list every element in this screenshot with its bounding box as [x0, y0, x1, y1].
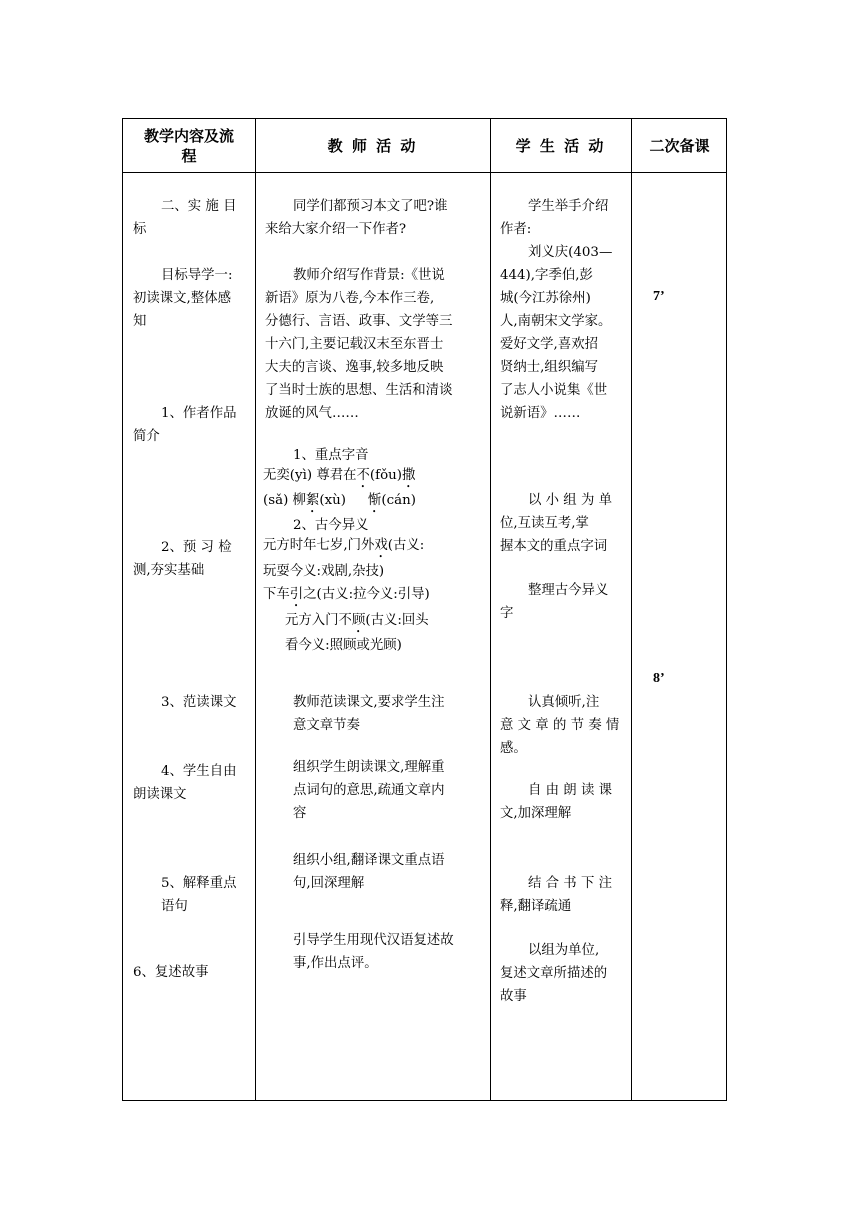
background-line2: 新语》原为八卷,今本作三卷, [265, 291, 435, 306]
group-study-line1: 以 小 组 为 单 [528, 493, 612, 508]
organize-read-line2: 点词句的意思,疏通文章内 [293, 783, 445, 798]
background-line4: 十六门,主要记载汉末至东晋士 [265, 337, 444, 352]
read-model-line1: 教师范读课文,要求学生注 [293, 695, 445, 710]
author-line6: 贤纳士,组织编写 [500, 360, 598, 375]
gujin-sort-line1: 整理古今异义 [528, 583, 609, 598]
author-line8: 说新语》…… [500, 406, 581, 421]
gujin-line5: 看今义:照顾或光顾) [285, 638, 402, 653]
organize-group-line1: 组织小组,翻译课文重点语 [293, 853, 445, 868]
retell-line3: 故事 [500, 989, 527, 1004]
header-content-flow [123, 119, 255, 172]
goal-title-line1: 二、实 施 目 [161, 199, 237, 214]
gujin-title: 2、古今异义 [293, 518, 369, 533]
author-line2: 444),字季伯,彭 [500, 268, 593, 283]
free-read-line2: 文,加深理解 [500, 806, 572, 821]
guide-retell-line2: 事,作出点评。 [293, 956, 378, 971]
gujin-line3: 下车引之(古义:拉今义:引导) [263, 587, 430, 602]
header-teacher-activity: 教 师 活 动 [327, 136, 418, 155]
time-7-min: 7’ [653, 289, 665, 304]
pronunciation-line1: 无奕(yì) 尊君在不(fǒu)撒 [263, 468, 416, 483]
column-divider [255, 119, 256, 1100]
guide-retell-line1: 引导学生用现代汉语复述故 [293, 933, 454, 948]
translate-line2: 释,翻译疏通 [500, 899, 572, 914]
organize-group-line2: 句,回深理解 [293, 876, 365, 891]
pronunciation-title: 1、重点字音 [293, 448, 369, 463]
student-intro-line2: 作者: [500, 222, 532, 237]
background-line5: 大夫的言谈、逸事,较多地反映 [265, 360, 444, 375]
author-line5: 爱好文学,喜欢招 [500, 337, 598, 352]
listen-line2: 意 文 章 的 节 奏 情 [500, 718, 620, 733]
author-line3: 城(今江苏徐州) [500, 291, 591, 306]
author-line7: 了志人小说集《世 [500, 383, 608, 398]
background-line7: 放诞的风气…… [265, 406, 359, 421]
retell-line1: 以组为单位, [528, 943, 600, 958]
goal1-line2: 初读课文,整体感 [133, 291, 231, 306]
goal-title-line2: 标 [133, 222, 147, 237]
step5-line2: 语句 [161, 899, 188, 914]
header-divider [123, 172, 726, 173]
intro-question-line1: 同学们都预习本文了吧?谁 [293, 199, 448, 214]
pronunciation-line2: (sǎ) 柳絮(xù) 惭(cán) [263, 493, 416, 508]
retell-line2: 复述文章所描述的 [500, 966, 608, 981]
student-intro-line1: 学生举手介绍 [528, 199, 609, 214]
step5-line1: 5、解释重点 [161, 876, 237, 891]
column-divider [490, 119, 491, 1100]
step2-line1: 2、预 习 检 [161, 540, 232, 555]
goal1-line3: 知 [133, 314, 147, 329]
organize-read-line3: 容 [293, 806, 307, 821]
read-model-line2: 意文章节奏 [293, 718, 360, 733]
group-study-line3: 握本文的重点字词 [500, 539, 608, 554]
gujin-line1: 元方时年七岁,门外戏(古义: [263, 538, 425, 553]
step4-line1: 4、学生自由 [161, 764, 237, 779]
step4-line2: 朗读课文 [133, 787, 187, 802]
gujin-line2: 玩耍今义:戏剧,杂技) [263, 564, 385, 579]
author-line4: 人,南朝宋文学家。 [500, 314, 612, 329]
header-student-activity: 学 生 活 动 [515, 136, 606, 155]
step1-line2: 简介 [133, 429, 160, 444]
column-divider [631, 119, 632, 1100]
organize-read-line1: 组织学生朗读课文,理解重 [293, 760, 445, 775]
step3: 3、范读课文 [161, 695, 237, 710]
gujin-line4: 元方入门不顾(古义:回头 [285, 613, 429, 628]
header-text: 教学内容及流程 [143, 126, 234, 165]
background-line6: 了当时士族的思想、生活和清谈 [265, 383, 453, 398]
step6: 6、复述故事 [133, 965, 209, 980]
listen-line1: 认真倾听,注 [528, 695, 600, 710]
intro-question-line2: 来给大家介绍一下作者? [265, 222, 407, 237]
goal1-line1: 目标导学一: [161, 268, 233, 283]
author-line1: 刘义庆(403— [528, 245, 613, 260]
time-8-min: 8’ [653, 671, 665, 686]
listen-line3: 感。 [500, 741, 527, 756]
free-read-line1: 自 由 朗 读 课 [528, 783, 612, 798]
gujin-sort-line2: 字 [500, 606, 514, 621]
background-line3: 分德行、言语、政事、文学等三 [265, 314, 453, 329]
step1-line1: 1、作者作品 [161, 406, 237, 421]
group-study-line2: 位,互读互考,掌 [500, 516, 589, 531]
header-second-prep: 二次备课 [649, 136, 710, 155]
step2-line2: 测,夯实基础 [133, 563, 205, 578]
lesson-plan-table [122, 118, 727, 1101]
background-line1: 教师介绍写作背景:《世说 [293, 268, 445, 283]
translate-line1: 结 合 书 下 注 [528, 876, 612, 891]
